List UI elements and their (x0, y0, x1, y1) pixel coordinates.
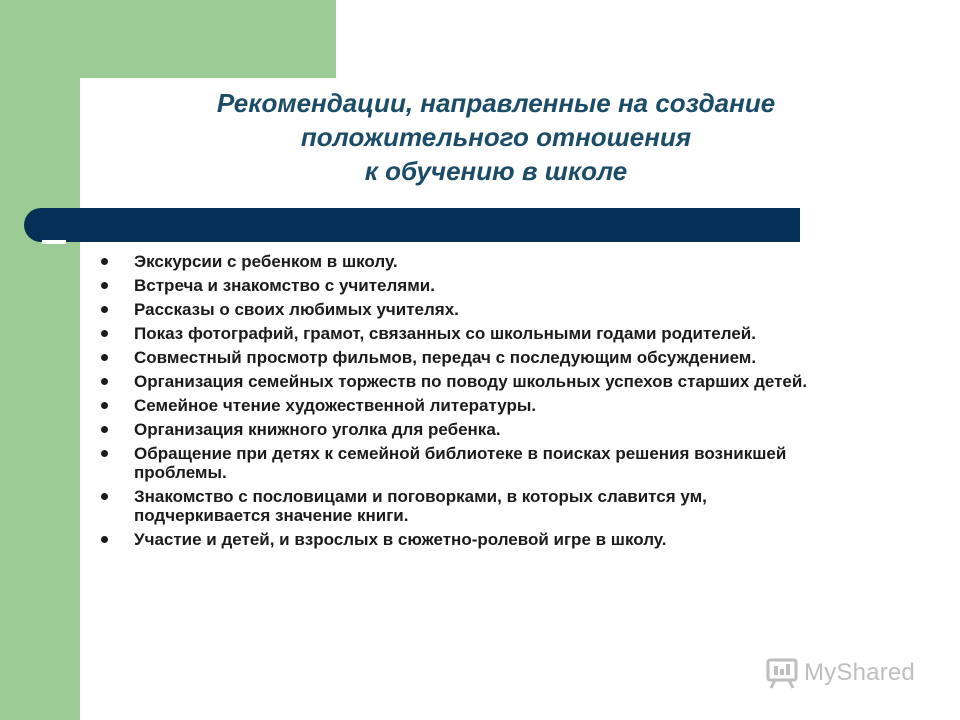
navy-divider-bar (24, 208, 800, 242)
title-line: положительного отношения (300, 122, 692, 152)
list-item-text: Экскурсии с ребенком в школу. (134, 252, 398, 271)
list-item (100, 348, 840, 367)
list-item-text: Знакомство с пословицами и поговорками, в которых славится ум, подчеркивается значение книги. (134, 487, 707, 525)
list-item (100, 396, 840, 415)
title-line: Рекомендации, направленные на создание (216, 88, 776, 118)
watermark-text: MyShared (804, 659, 915, 686)
bullet-dot-icon (101, 493, 108, 500)
list-item-text: Показ фотографий, грамот, связанных со школьными годами родителей. (134, 324, 756, 343)
list-item-text: Встреча и знакомство с учителями. (134, 276, 435, 295)
green-side-band (0, 0, 80, 720)
bullet-dot-icon (101, 306, 108, 313)
recommendations-list (100, 252, 840, 554)
title-line: к обучению в школе (364, 156, 628, 186)
list-item (100, 444, 840, 482)
bullet-dot-icon (101, 450, 108, 457)
list-item (100, 300, 840, 319)
list-item (100, 530, 840, 549)
slide-title (96, 86, 896, 188)
projector-screen-icon (766, 657, 798, 689)
bullet-dot-icon (101, 378, 108, 385)
list-item (100, 487, 840, 525)
bullet-dot-icon (101, 536, 108, 543)
list-item (100, 252, 840, 271)
bullet-dot-icon (101, 402, 108, 409)
list-item (100, 276, 840, 295)
bar-notch (42, 240, 66, 244)
list-item-text: Участие и детей, и взрослых в сюжетно-ролевой игре в школу. (134, 530, 667, 549)
list-item-text: Обращение при детях к семейной библиотеке в поисках решения возникшей проблемы. (134, 444, 787, 482)
bullet-dot-icon (101, 282, 108, 289)
list-item (100, 324, 840, 343)
list-item-text: Организация семейных торжеств по поводу школьных успехов старших детей. (134, 372, 808, 391)
green-top-band (0, 0, 336, 78)
bullet-dot-icon (101, 258, 108, 265)
bullet-dot-icon (101, 426, 108, 433)
list-item (100, 372, 840, 391)
list-item-text: Семейное чтение художественной литературы. (134, 396, 537, 415)
bullet-dot-icon (101, 354, 108, 361)
list-item-text: Совместный просмотр фильмов, передач с последующим обсуждением. (134, 348, 757, 367)
watermark (766, 657, 915, 689)
list-item (100, 420, 840, 439)
list-item-text: Организация книжного уголка для ребенка. (134, 420, 501, 439)
bullet-dot-icon (101, 330, 108, 337)
list-item-text: Рассказы о своих любимых учителях. (134, 300, 459, 319)
